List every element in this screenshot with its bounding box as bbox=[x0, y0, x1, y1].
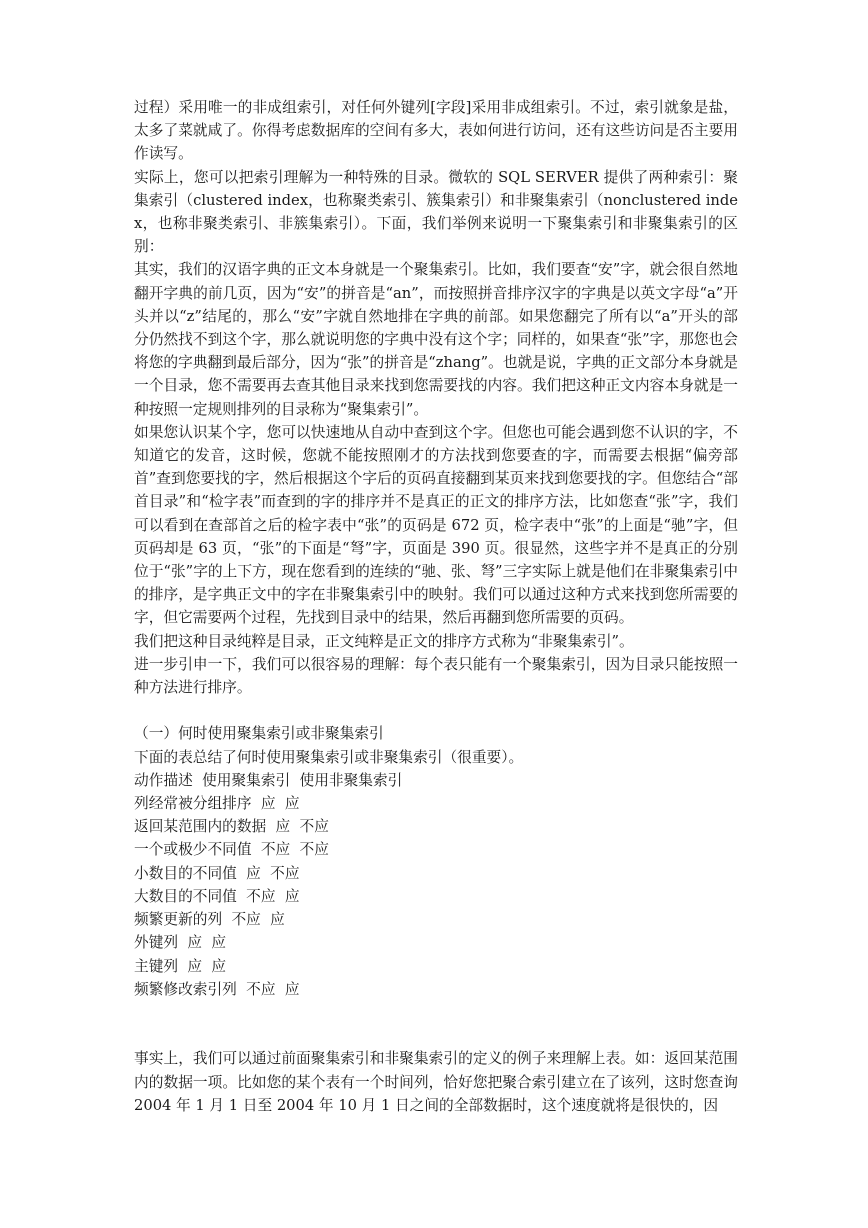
table-row: 大数目的不同值 不应 应 bbox=[134, 887, 300, 905]
table-row: 频繁更新的列 不应 应 bbox=[134, 911, 285, 929]
usage-table bbox=[134, 769, 738, 1001]
table-header-line: 动作描述 使用聚集索引 使用非聚集索引 bbox=[134, 771, 403, 789]
section-title: （一）何时使用聚集索引或非聚集索引 bbox=[134, 725, 384, 743]
table-row: 小数目的不同值 应 不应 bbox=[134, 864, 300, 882]
table-intro: 下面的表总结了何时使用聚集索引或非聚集索引（很重要）。 bbox=[134, 748, 524, 766]
paragraph-nonclustered-example: 如果您认识某个字，您可以快速地从自动中查到这个字。但您也可能会遇到您不认识的字，不知道它的发音，这时候，您就不能按照刚才的方法找到您要查的字，而需要去根据“偏旁部首”查到您要找的字，然后根据这个字后的页码直接翻到某页来找到您要找的字。但您结合“部首目录”和“检字表”而查到的字的排序并不是真正的正文的排序方法，比如您查“张”字，我们可以看到在查部首之后的检字表中“张”的页码是 672 页，检字表中“张”的上面是“驰”字，但页码却是 63 页，“张”的下面是“弩”字，页面是 390 页。很显然，这些字并不是真正的分别位于“张”字的上下方，现在您看到的连续的“驰、张、弩”三字实际上就是他们在非聚集索引中的排序，是字典正文中的字在非聚集索引中的映射。我们可以通过这种方式来找到您所需要的字，但它需要两个过程，先找到目录中的结果，然后再翻到您所需要的页码。 bbox=[134, 423, 738, 627]
paragraph-one-clustered-index: 进一步引申一下，我们可以很容易的理解：每个表只能有一个聚集索引，因为目录只能按照一种方法进行排序。 bbox=[134, 655, 738, 697]
table-row: 主键列 应 应 bbox=[134, 957, 227, 975]
table-row: 列经常被分组排序 应 应 bbox=[134, 795, 300, 813]
table-row: 频繁修改索引列 不应 应 bbox=[134, 980, 300, 998]
paragraph-clustered-example: 其实，我们的汉语字典的正文本身就是一个聚集索引。比如，我们要查“安”字，就会很自然地翻开字典的前几页，因为“安”的拼音是“an”，而按照拼音排序汉字的字典是以英文字母“a”开头并以“z”结尾的，那么“安”字就自然地排在字典的前部。如果您翻完了所有以“a”开头的部分仍然找不到这个字，那么就说明您的字典中没有这个字；同样的，如果查“张”字，那您也会将您的字典翻到最后部分，因为“张”的拼音是“zhang”。也就是说，字典的正文部分本身就是一个目录，您不需要再去查其他目录来找到您需要找的内容。我们把这种正文内容本身就是一种按照一定规则排列的目录称为“聚集索引”。 bbox=[134, 261, 738, 418]
paragraph-table-explanation: 事实上，我们可以通过前面聚集索引和非聚集索引的定义的例子来理解上表。如：返回某范围内的数据一项。比如您的某个表有一个时间列，恰好您把聚合索引建立在了该列，这时您查询 2004 年 1 月 1 日至 2004 年 10 月 1 日之间的全部数据时，这个速度就将是很快的，因 bbox=[134, 1050, 738, 1114]
table-row: 外键列 应 应 bbox=[134, 934, 227, 952]
document-page bbox=[134, 96, 738, 1117]
blank-lines bbox=[134, 1001, 738, 1047]
table-row: 返回某范围内的数据 应 不应 bbox=[134, 818, 329, 836]
blank-line bbox=[134, 699, 738, 722]
paragraph-intro: 过程）采用唯一的非成组索引，对任何外键列[字段]采用非成组索引。不过，索引就象是盐，太多了菜就咸了。你得考虑数据库的空间有多大，表如何进行访问，还有这些访问是否主要用作读写。 bbox=[134, 99, 738, 163]
table-row: 一个或极少不同值 不应 不应 bbox=[134, 841, 329, 859]
paragraph-nonclustered-definition: 我们把这种目录纯粹是目录，正文纯粹是正文的排序方式称为“非聚集索引”。 bbox=[134, 632, 634, 650]
paragraph-index-definition: 实际上，您可以把索引理解为一种特殊的目录。微软的 SQL SERVER 提供了两种索引：聚集索引（clustered index，也称聚类索引、簇集索引）和非聚集索引（nonclustered index，也称非聚类索引、非簇集索引）。下面，我们举例来说明一下聚集索引和非聚集索引的区别： bbox=[134, 168, 738, 256]
